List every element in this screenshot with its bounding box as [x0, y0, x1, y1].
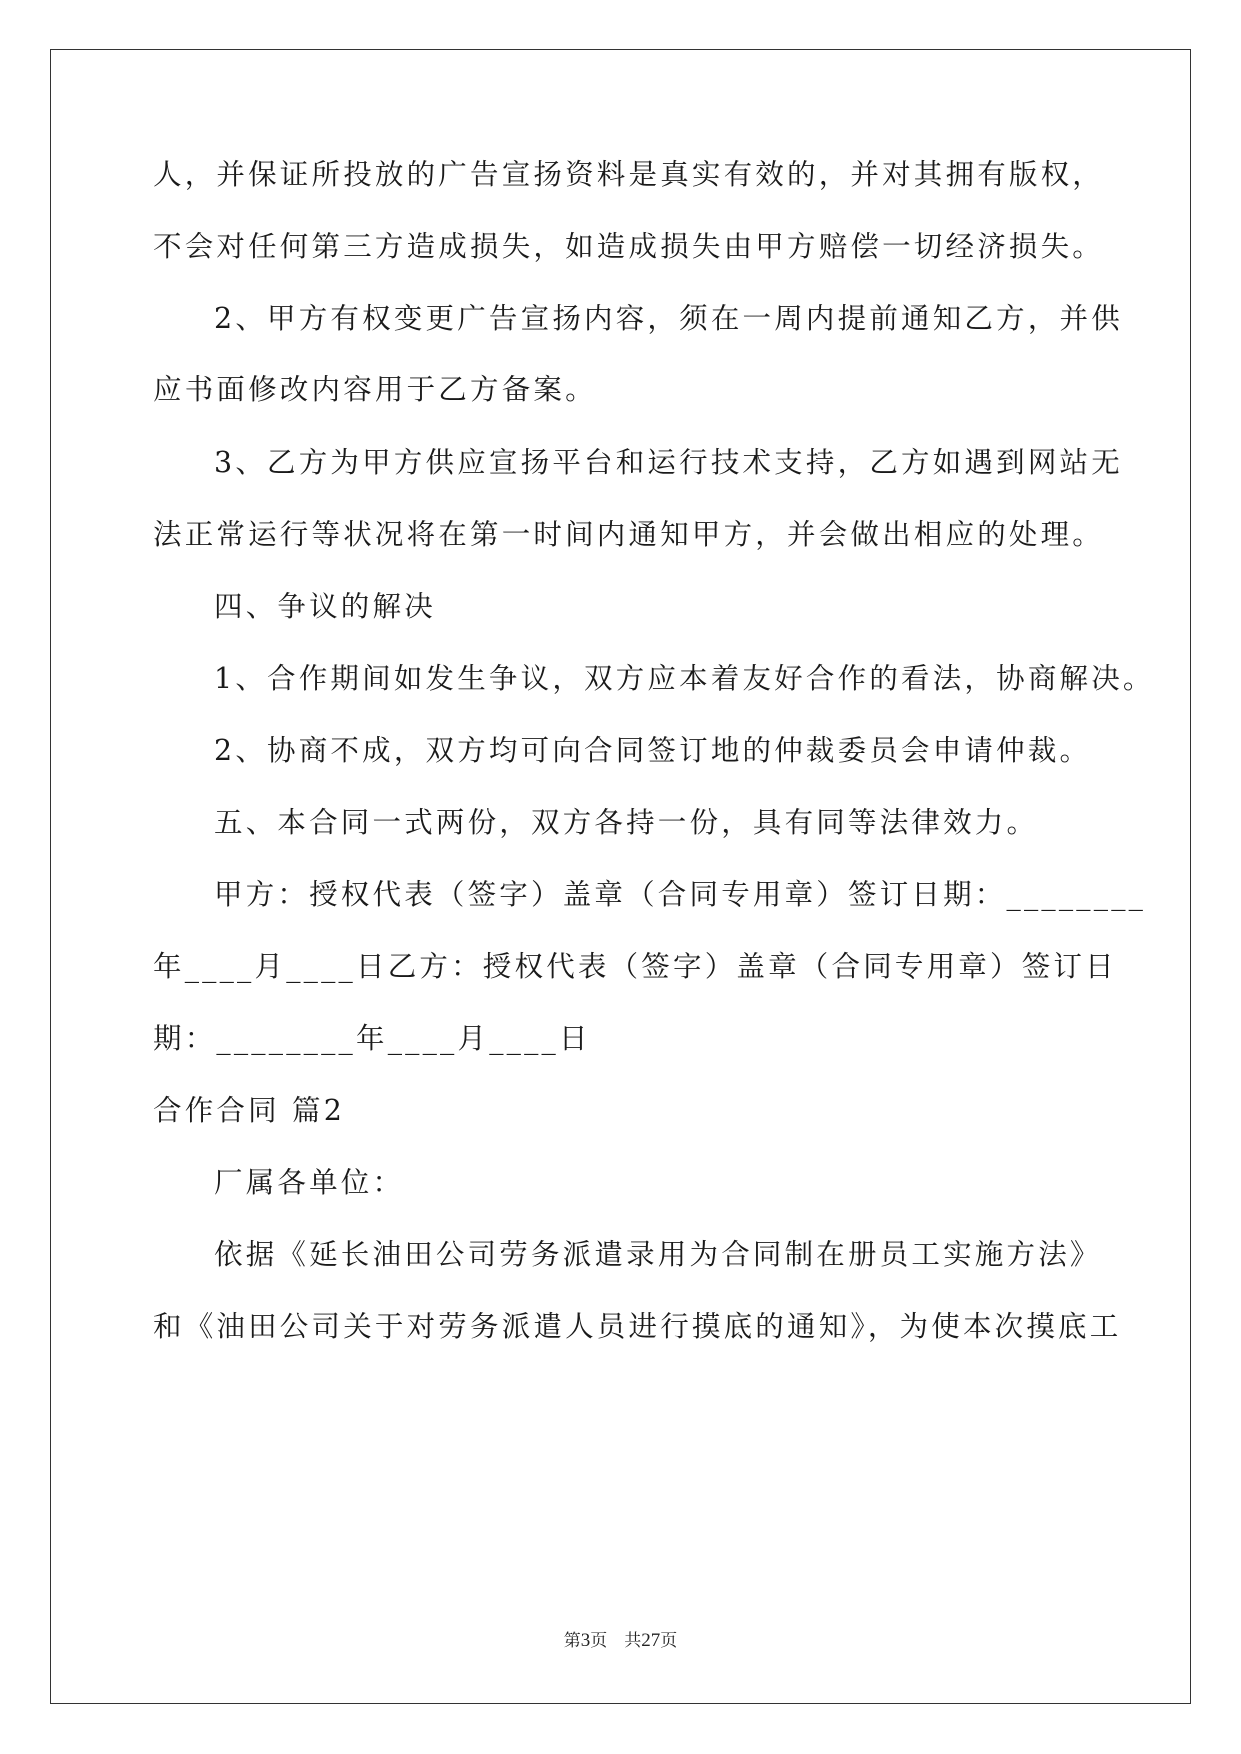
body-line: 1、合作期间如发生争议，双方应本着友好合作的看法，协商解决。 [214, 662, 1155, 695]
body-line: 依据《延长油田公司劳务派遣录用为合同制在册员工实施方法》 [214, 1238, 1102, 1271]
body-line: 五、本合同一式两份，双方各持一份，具有同等法律效力。 [214, 806, 1039, 839]
body-line: 和《油田公司关于对劳务派遣人员进行摸底的通知》，为使本次摸底工 [153, 1310, 1122, 1343]
footer-middle: 页 共 [590, 1631, 642, 1651]
body-line: 应书面修改内容用于乙方备案。 [153, 373, 597, 406]
section-heading: 四、争议的解决 [214, 590, 436, 623]
body-line: 厂属各单位： [214, 1166, 405, 1199]
signature-line: 甲方：授权代表（签字）盖章（合同专用章）签订日期：________ [214, 878, 1147, 911]
signature-line: 期：________年____月____日 [153, 1022, 591, 1055]
page-number: 3 [580, 1630, 591, 1651]
footer-suffix: 页 [660, 1631, 678, 1651]
body-line: 2、协商不成，双方均可向合同签订地的仲裁委员会申请仲裁。 [214, 734, 1092, 767]
total-pages: 27 [641, 1630, 661, 1651]
body-line: 人，并保证所投放的广告宣扬资料是真实有效的，并对其拥有版权， [153, 158, 1105, 191]
body-line: 3、乙方为甲方供应宣扬平台和运行技术支持，乙方如遇到网站无 [214, 446, 1123, 479]
page-footer [0, 1629, 1241, 1653]
body-line: 法正常运行等状况将在第一时间内通知甲方，并会做出相应的处理。 [153, 518, 1105, 551]
signature-line: 年____月____日乙方：授权代表（签字）盖章（合同专用章）签订日 [153, 950, 1117, 983]
body-line: 不会对任何第三方造成损失，如造成损失由甲方赔偿一切经济损失。 [153, 230, 1105, 263]
footer-prefix: 第 [563, 1631, 581, 1651]
body-line: 2、甲方有权变更广告宣扬内容，须在一周内提前通知乙方，并供 [214, 302, 1123, 335]
document-title: 合作合同 篇2 [153, 1094, 346, 1127]
